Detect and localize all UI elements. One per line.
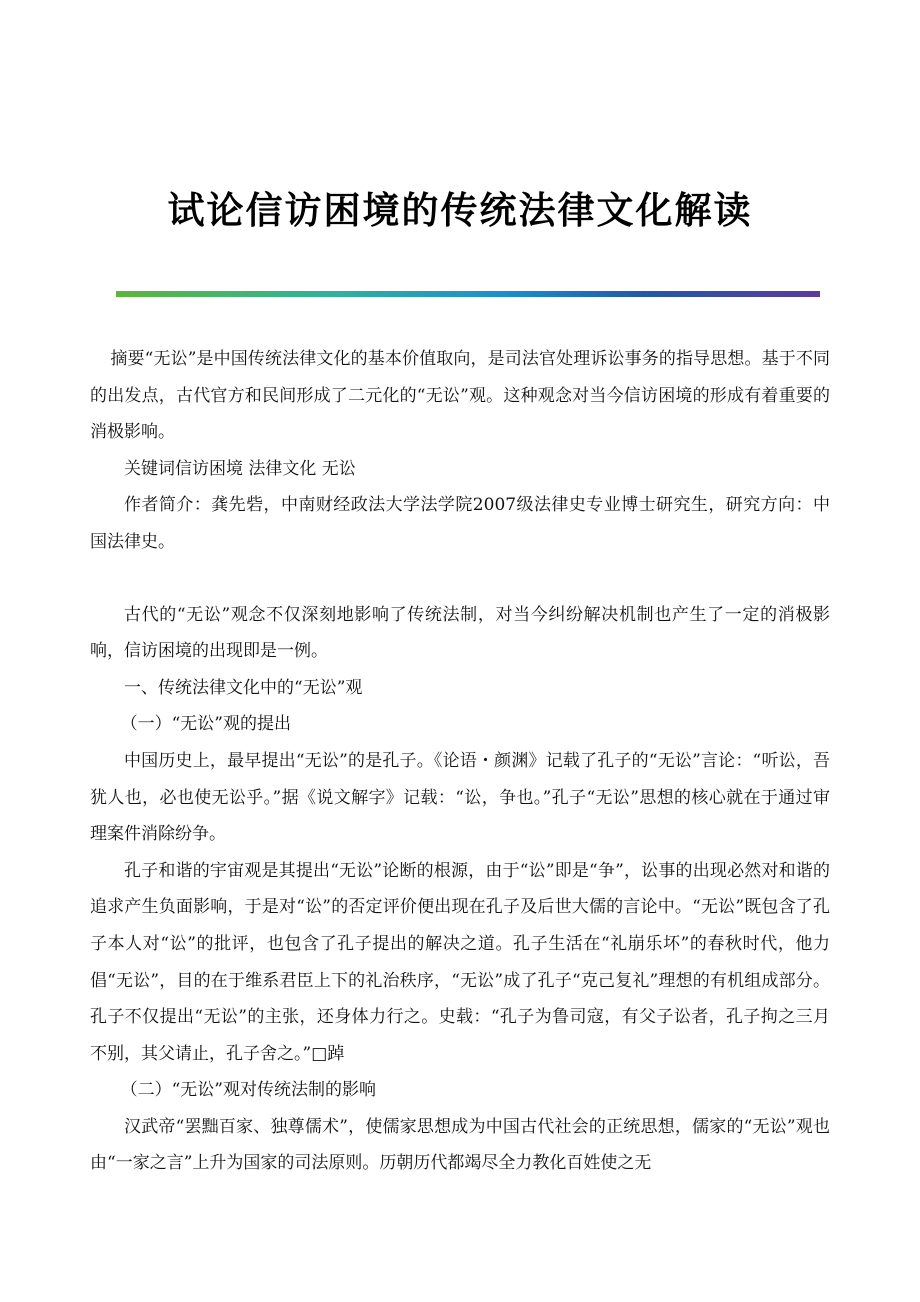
section-heading: 一、传统法律文化中的“无讼”观 bbox=[124, 677, 363, 698]
keywords-line: 关键词信访困境 法律文化 无讼 bbox=[124, 458, 356, 479]
abstract-paragraph: 摘要“无讼”是中国传统法律文化的基本价值取向，是司法官处理诉讼事务的指导思想。基于不同的出发点，古代官方和民间形成了二元化的“无讼”观。这种观念对当今信访困境的形成有着重要的消极影响。 bbox=[90, 349, 830, 443]
author-paragraph: 作者简介：龚先砦，中南财经政法大学法学院2007级法律史专业博士研究生，研究方向：中国法律史。 bbox=[90, 495, 830, 552]
paragraph-gap bbox=[90, 561, 830, 597]
subsection-heading: （二）“无讼”观对传统法制的影响 bbox=[120, 1080, 376, 1101]
document-body bbox=[90, 341, 830, 1182]
body-paragraph: 孔子和谐的宇宙观是其提出“无讼”论断的根源，由于“讼”即是“争”，讼事的出现必然对和谐的追求产生负面影响，于是对“讼”的否定评价便出现在孔子及后世大儒的言论中。“无讼”既包含了孔子本人对“讼”的批评，也包含了孔子提出的解决之道。孔子生活在“礼崩乐坏”的春秋时代，他力倡“无讼”，目的在于维系君臣上下的礼治秩序，“无讼”成了孔子“克己复礼”理想的有机组成部分。孔子不仅提出“无讼”的主张，还身体力行之。史载：“孔子为鲁司寇，有父子讼者，孔子拘之三月不别，其父请止，孔子舍之。”□踔 bbox=[90, 860, 830, 1064]
intro-paragraph: 古代的“无讼”观念不仅深刻地影响了传统法制，对当今纠纷解决机制也产生了一定的消极影响，信访困境的出现即是一例。 bbox=[90, 604, 830, 662]
body-paragraph: 中国历史上，最早提出“无讼”的是孔子。《论语・颜渊》记载了孔子的“无讼”言论：“听讼，吾犹人也，必也使无讼乎。”据《说文解字》记载：“讼，争也。”孔子“无讼”思想的核心就在于通过审理案件消除纷争。 bbox=[90, 750, 830, 845]
subsection-heading: （一）“无讼”观的提出 bbox=[120, 714, 291, 735]
title-divider bbox=[116, 291, 820, 297]
document-title: 试论信访困境的传统法律文化解读 bbox=[167, 189, 753, 232]
body-paragraph: 汉武帝“罢黜百家、独尊儒术”，使儒家思想成为中国古代社会的正统思想，儒家的“无讼”观也由“一家之言”上升为国家的司法原则。历朝历代都竭尽全力教化百姓使之无 bbox=[90, 1116, 830, 1174]
